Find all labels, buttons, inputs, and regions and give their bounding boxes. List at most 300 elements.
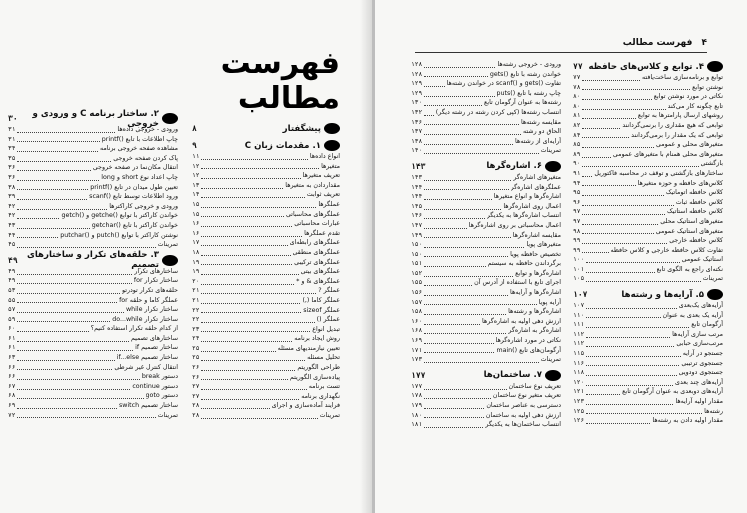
toc-entry (573, 140, 723, 150)
toc-entry-title: تمرینات (157, 411, 178, 419)
toc-entry (411, 98, 561, 108)
toc-entry (411, 183, 561, 193)
toc-entry (411, 355, 561, 365)
toc-entry (573, 320, 723, 330)
toc-entry-title: مقایسه رشته‌ها (520, 118, 561, 126)
toc-entry-page: ۱۴۴ (411, 193, 423, 201)
toc-entry-title: توابعی که یک مقدار را برمی‌گردانند (631, 131, 723, 139)
dot-leader (201, 250, 290, 256)
toc-entry-title: اشاره‌گرها و آرایه‌ها (510, 289, 561, 297)
dot-leader (424, 129, 521, 135)
toc-entry-page: ۴۹ (8, 267, 16, 275)
toc-entry-title: تعریف ثوابت (306, 191, 340, 199)
toc-entry-page: ۱۶۰ (411, 317, 423, 325)
dot-leader (201, 413, 317, 419)
toc-entry (8, 334, 178, 344)
toc-entry (573, 236, 723, 246)
toc-entry-title: تعیین نیازمندیهای مسئله (277, 344, 340, 352)
dot-leader (586, 312, 660, 318)
toc-section-heading (8, 108, 178, 129)
toc-entry-title: استاتیک عمومی (681, 256, 723, 264)
toc-entry-title: دستور break (141, 373, 178, 381)
page-title: فهرست مطالب (220, 46, 340, 116)
dot-leader (17, 156, 111, 162)
toc-entry-title: متغیرهای استاتیک محلی (660, 217, 723, 225)
toc-entry (192, 152, 340, 162)
toc-entry-title: متغیرهای پویا (526, 241, 561, 249)
toc-entry-title: ساختار تصمیم switch (118, 402, 178, 410)
toc-entry-title: از کدام حلقه تکرار استفاده کنیم؟ (90, 325, 178, 333)
section-page-number: ۷۷ (573, 62, 583, 71)
toc-entry (411, 231, 561, 241)
toc-entry-title: خواندن کاراکتر با توابع ()getche و ()getch (61, 212, 178, 220)
dot-leader (17, 242, 155, 248)
dot-leader (424, 309, 506, 315)
toc-entry (573, 265, 723, 275)
dot-leader (586, 370, 676, 376)
toc-entry-title: تعیین طول میدان در تابع ()printf (90, 183, 178, 191)
dot-leader (201, 326, 310, 332)
toc-entry (8, 211, 178, 221)
toc-entry-page: ۱۲۰ (573, 378, 585, 386)
toc-entry-title: تابع چگونه کار می‌کند (667, 102, 723, 110)
toc-entry-page: ۶۱ (8, 344, 16, 352)
toc-entry (8, 163, 178, 173)
toc-entry-page: ۷۲ (8, 411, 16, 419)
toc-entry-title: تفاوت ()gets و ()scanf در خواندن رشته‌ها (446, 80, 561, 88)
dot-leader (424, 204, 501, 210)
toc-entry (411, 192, 561, 202)
dot-leader (424, 347, 494, 353)
toc-entry-title: الحاق دو رشته (523, 128, 561, 136)
page-number: ۴ (701, 38, 707, 48)
toc-entry (8, 286, 178, 296)
toc-entry-page: ۱۶ (192, 220, 200, 228)
toc-entry (192, 382, 340, 392)
toc-entry-page: ۱۲۶ (573, 417, 585, 425)
dot-leader (424, 384, 506, 390)
dot-leader (586, 380, 673, 386)
dot-leader (201, 355, 305, 361)
toc-entry-page: ۷۷ (573, 74, 581, 81)
toc-entry-page: ۱۴۹ (411, 231, 423, 239)
toc-entry-page: ۸۰ (573, 102, 581, 110)
toc-entry (411, 420, 561, 430)
section-page-number: ۱۷۷ (411, 370, 426, 380)
toc-entry-title: چاپ رشته با تابع ()puts (496, 89, 561, 97)
toc-entry (8, 363, 178, 373)
toc-entry-page: ۹۱ (573, 169, 581, 177)
dot-leader (424, 242, 524, 248)
dot-leader (201, 365, 295, 371)
toc-entry-title: متغیرهای استاتیک عمومی (655, 227, 723, 235)
toc-entry-title: ساختار تکرار while (126, 306, 178, 314)
toc-entry-page: ۴۳ (8, 221, 16, 229)
section-bullet-icon (707, 289, 723, 300)
toc-entry-title: ساختار تصمیم if...else (116, 354, 178, 362)
toc-entry (573, 217, 723, 227)
toc-entry-page: ۱۹ (192, 268, 200, 276)
toc-section-heading (192, 122, 340, 135)
toc-entry-page: ۱۲۱ (573, 388, 585, 396)
toc-entry (192, 373, 340, 383)
toc-entry-page: ۱۵۸ (411, 308, 423, 316)
toc-entry-title: چاپ اطلاعات با تابع ()printf (101, 135, 178, 143)
toc-entry (411, 269, 561, 279)
toc-entry-page: ۱۵۶ (411, 289, 423, 297)
toc-entry-title: کلاس حافظه خارجی (669, 237, 723, 245)
toc-column (192, 118, 340, 421)
toc-entry-title: اشاره‌گر به اشاره‌گر (508, 327, 561, 335)
toc-entry (192, 267, 340, 277)
toc-entry (573, 407, 723, 417)
dot-leader (201, 374, 287, 380)
section-page-number: ۳۰ (8, 114, 18, 123)
toc-entry (573, 169, 723, 179)
toc-entry (192, 363, 340, 373)
dot-leader (17, 194, 87, 200)
toc-entry-page: ۸۲ (573, 121, 581, 129)
dot-leader (201, 259, 292, 265)
page-shadow (360, 0, 372, 513)
toc-entry (573, 416, 723, 426)
toc-entry (8, 411, 178, 421)
toc-entry-title: تبدیل انواع (312, 325, 340, 333)
dot-leader (582, 180, 635, 186)
toc-entry (411, 391, 561, 401)
toc-entry-title: کلاس حافظه استاتیک (667, 208, 723, 216)
dot-leader (424, 328, 506, 334)
toc-entry (8, 324, 178, 334)
toc-entry (192, 334, 340, 344)
toc-entry (8, 173, 178, 183)
toc-entry-page: ۸۵ (573, 141, 581, 149)
toc-entry-page: ۱۳۸ (411, 137, 423, 145)
toc-column (411, 60, 561, 430)
toc-entry-title: متغیرهای اشاره‌گر (513, 173, 561, 181)
toc-entry-page: ۱۸ (192, 248, 200, 256)
toc-entry-page: ۲۸ (192, 412, 200, 420)
toc-entry-title: توابع و برنامه‌سازی ساخت‌یافته (642, 74, 723, 81)
toc-entry-title: نوشتن کاراکتر با توابع ()putch و ()putchar (60, 231, 178, 239)
dot-leader (17, 345, 133, 351)
toc-entry-title: ساختارهای تکرار (134, 267, 178, 275)
toc-entry-title: تفاوت کلاس حافظه خارجی و کلاس حافظه (610, 246, 723, 254)
toc-entry-page: ۲۷ (192, 392, 200, 400)
dot-leader (201, 231, 302, 237)
toc-entry-page: ۶۳ (8, 354, 16, 362)
toc-entry-title: متغیرها (321, 162, 340, 170)
toc-entry-page: ۲۲ (192, 316, 200, 324)
dot-leader (586, 360, 679, 366)
toc-entry-title: اجرای تابع با استفاده از آدرس آن (474, 279, 561, 287)
toc-entry (573, 368, 723, 378)
toc-entry-page: ۱۱۲ (573, 340, 585, 348)
dot-leader (424, 393, 491, 399)
toc-entry (411, 70, 561, 80)
section-bullet-icon (324, 123, 340, 134)
toc-entry-title: مرتب سازی آرایه‌ها (672, 330, 723, 338)
dot-leader (17, 204, 107, 210)
dot-leader (17, 175, 99, 181)
toc-entry (192, 248, 340, 258)
section-title: ۱. مقدمات زبان C (244, 140, 321, 151)
toc-entry-page: ۱۱۵ (573, 350, 585, 358)
dot-leader (201, 240, 287, 246)
toc-entry-title: اشاره‌گرها و رشته‌ها (508, 308, 561, 316)
toc-entry (8, 183, 178, 193)
toc-entry (411, 137, 561, 147)
toc-entry-page: ۱۵۰ (411, 250, 423, 258)
toc-entry (411, 307, 561, 317)
toc-entry-title: عملگرهای بیتی (300, 268, 340, 276)
dot-leader (582, 228, 653, 234)
dot-leader (582, 152, 610, 158)
toc-entry-title: مقدار اولیه دادن به رشته‌ها (652, 417, 723, 425)
dot-leader (17, 269, 132, 275)
toc-entry-page: ۵۹ (8, 315, 16, 323)
toc-entry-page: ۱۴۰ (411, 147, 423, 155)
toc-entry (192, 171, 340, 181)
toc-entry-title: اشاره‌گرها و توابع (515, 269, 561, 277)
dot-leader (582, 171, 592, 177)
dot-leader (17, 384, 130, 390)
toc-entry-title: آرایه‌های چند بعدی (675, 378, 723, 386)
dot-leader (582, 200, 673, 206)
toc-entry-title: اشاره‌گرها و انواع متغیرها (493, 193, 561, 201)
toc-entry-title: ارزش دهی اولیه به ساختمان (485, 411, 561, 419)
dot-leader (586, 399, 673, 405)
toc-entry (573, 311, 723, 321)
toc-entry (192, 306, 340, 316)
toc-entry-page: ۱۱۸ (573, 369, 585, 377)
dot-leader (424, 232, 511, 238)
toc-entry-page: ۱۷۸ (411, 392, 423, 400)
toc-entry-page: ۱۵ (192, 200, 200, 208)
toc-entry-title: ساختار تصمیم if (135, 344, 178, 352)
toc-entry (8, 135, 178, 145)
dot-leader (586, 389, 620, 395)
toc-entry-page: ۱۳۲ (411, 108, 423, 116)
toc-entry-page: ۴۴ (8, 231, 16, 239)
dot-leader (424, 110, 434, 116)
dot-leader (201, 394, 299, 400)
dot-leader (17, 412, 155, 418)
toc-entry (8, 353, 178, 363)
toc-entry-title: تعریف متغیرها (302, 172, 340, 180)
toc-entry (411, 250, 561, 260)
toc-entry-page: ۳۶ (8, 173, 16, 181)
toc-entry-title: ساختار تکرار do...while (112, 315, 178, 323)
dot-leader (17, 374, 139, 380)
toc-entry-title: نکاتی در مورد نوشتن توابع (653, 93, 723, 101)
toc-entry-title: آرایه‌ای از رشته‌ها (515, 137, 561, 145)
dot-leader (424, 100, 482, 106)
toc-entry-page: ۱۴۳ (411, 173, 423, 181)
dot-leader (201, 163, 319, 169)
toc-entry (8, 192, 178, 202)
toc-entry-title: ساختارهای تصمیم (130, 334, 178, 342)
dot-leader (586, 276, 700, 282)
toc-entry (573, 330, 723, 340)
toc-entry-title: ساختارهای بازگشتی و توقف در محاسبه فاکتوریل (594, 169, 723, 177)
toc-entry-page: ۲۲ (192, 306, 200, 314)
toc-entry (573, 159, 723, 169)
dot-leader (582, 113, 635, 119)
toc-entry-title: ورودی - خروجی رشته‌ها (497, 61, 561, 68)
toc-entry-title: انتساب رشته‌ها (کپی کردن رشته در رشته دیگر) (435, 108, 561, 116)
toc-entry-page: ۴۲ (8, 212, 16, 220)
section-title: ۲. ساختار برنامه C و ورودی و خروجی (32, 108, 159, 129)
toc-entry-page: ۱۲۸ (411, 61, 423, 68)
toc-entry-page: ۱۰۱ (573, 265, 585, 273)
toc-entry-page: ۱۳ (192, 181, 200, 189)
toc-entry-title: آرگومان‌های تابع ()main (496, 346, 561, 354)
toc-entry (411, 79, 561, 89)
toc-entry (573, 121, 723, 131)
dot-leader (17, 278, 131, 284)
toc-entry-page: ۹۴ (573, 179, 581, 187)
section-bullet-icon (324, 140, 340, 151)
dot-leader (424, 422, 483, 428)
toc-entry (8, 305, 178, 315)
toc-entry-page: ۱۲ (192, 162, 200, 170)
toc-entry (192, 392, 340, 402)
toc-entry (192, 238, 340, 248)
dot-leader (424, 338, 493, 344)
toc-entry-page: ۴۹ (8, 277, 16, 285)
toc-entry-page: ۱۱۰ (573, 311, 585, 319)
dot-leader (17, 355, 114, 361)
dot-leader (17, 336, 128, 342)
toc-entry (192, 277, 340, 287)
toc-entry-page: ۱۲۳ (573, 398, 585, 405)
toc-entry (8, 276, 178, 286)
section-bullet-icon (545, 161, 561, 172)
toc-entry-title: آرایه‌های دوبعدی به عنوان آرگومان تابع (622, 388, 723, 396)
toc-entry-page: ۵۵ (8, 296, 16, 304)
toc-entry-page: ۱۲۸ (411, 70, 423, 78)
section-bullet-icon (162, 255, 178, 266)
toc-entry (192, 181, 340, 191)
section-page-number: ۹ (192, 141, 197, 150)
toc-entry-page: ۱۵۲ (411, 269, 423, 277)
dot-leader (582, 219, 658, 225)
dot-leader (201, 202, 316, 208)
toc-entry-title: دسترسی به عناصر ساختمان (486, 402, 561, 409)
toc-entry-page: ۱۰۵ (573, 275, 585, 283)
toc-entry (573, 255, 723, 265)
dot-leader (424, 223, 466, 229)
dot-leader (586, 418, 650, 424)
toc-entry-title: چاپ اعداد نوع short و long (101, 173, 178, 181)
running-header-title: فهرست مطالب (622, 38, 693, 48)
dot-leader (17, 393, 143, 399)
toc-entry-page: ۱۳۷ (411, 128, 423, 136)
dot-leader (424, 280, 472, 286)
toc-entry-title: جستجوی دودویی (678, 369, 723, 377)
toc-entry (411, 240, 561, 250)
toc-entry-title: نگهداری برنامه (301, 392, 340, 400)
toc-entry (573, 207, 723, 217)
dot-leader (424, 91, 494, 97)
toc-entry (192, 190, 340, 200)
toc-entry-title: ارزش دهی اولیه به اشاره‌گرها (481, 317, 561, 325)
toc-entry-title: اعمال محاسباتی بر روی اشاره‌گرها (468, 221, 561, 229)
toc-entry-page: ۲۱ (192, 287, 200, 295)
toc-entry (411, 211, 561, 221)
toc-entry-title: انتقال مکان‌نما در صفحه خروجی (92, 164, 178, 172)
toc-entry-page: ۸۰ (573, 93, 581, 101)
toc-entry (573, 378, 723, 388)
toc-entry-title: بازگشتی (700, 160, 723, 168)
toc-entry (192, 162, 340, 172)
toc-entry (8, 343, 178, 353)
section-page-number: ۸ (192, 124, 197, 133)
toc-entry-page: ۵۳ (8, 286, 16, 294)
toc-entry-page: ۱۷۳ (411, 356, 423, 364)
toc-entry-title: توابعی که هیچ مقداری را برنمی‌گردانند (622, 121, 723, 129)
toc-entry (8, 144, 178, 154)
toc-entry (192, 219, 340, 229)
right-page (375, 0, 747, 513)
toc-entry (573, 359, 723, 369)
toc-entry (192, 325, 340, 335)
toc-entry-page: ۱۵۰ (411, 241, 423, 249)
dot-leader (17, 146, 98, 152)
dot-leader (586, 408, 702, 414)
toc-entry-page: ۵۷ (8, 306, 16, 314)
dot-leader (424, 175, 511, 181)
toc-entry-title: رشته‌ها به عنوان آرگومان تابع (484, 99, 561, 107)
toc-entry-title: عملگرهای ترکیبی (294, 258, 340, 266)
toc-entry-page: ۷۸ (573, 83, 581, 91)
toc-entry (411, 346, 561, 356)
dot-leader (586, 322, 689, 328)
toc-entry-page: ۱۰۰ (573, 256, 585, 264)
toc-entry-title: ورودی - خروجی داده‌ها (117, 126, 178, 133)
toc-entry-page: ۹۸ (573, 227, 581, 235)
dot-leader (201, 384, 306, 390)
toc-section-heading (573, 60, 723, 73)
toc-entry-page: ۱۵۷ (411, 298, 423, 306)
toc-entry (192, 229, 340, 239)
toc-entry-title: طراحی الگوریتم (297, 364, 340, 372)
toc-entry (573, 102, 723, 112)
toc-entry-title: عملگر ? (318, 287, 340, 295)
dot-leader (17, 184, 88, 190)
dot-leader (424, 213, 485, 219)
toc-entry (192, 353, 340, 363)
toc-entry (8, 231, 178, 241)
toc-entry-page: ۹۰ (573, 160, 581, 168)
toc-entry-title: انتساب ساختمان‌ها به یکدیگر (485, 421, 561, 429)
toc-entry (573, 349, 723, 359)
toc-entry-title: عملگرهای منطقی (292, 248, 340, 256)
dot-leader (17, 326, 88, 332)
dot-leader (582, 190, 663, 196)
toc-entry (8, 391, 178, 401)
toc-entry-title: کلاس‌های حافظه و حوزه متغیرها (637, 179, 723, 187)
toc-entry (192, 411, 340, 421)
dot-leader (424, 251, 508, 257)
toc-entry-title: ساختار تکرار for (133, 277, 178, 285)
toc-entry-page: ۱۲۹ (411, 80, 423, 88)
dot-leader (17, 403, 117, 409)
toc-entry-title: عملگرهای اشاره‌گر (510, 183, 561, 191)
dot-leader (424, 261, 485, 267)
toc-entry-title: تمرینات (157, 241, 178, 249)
